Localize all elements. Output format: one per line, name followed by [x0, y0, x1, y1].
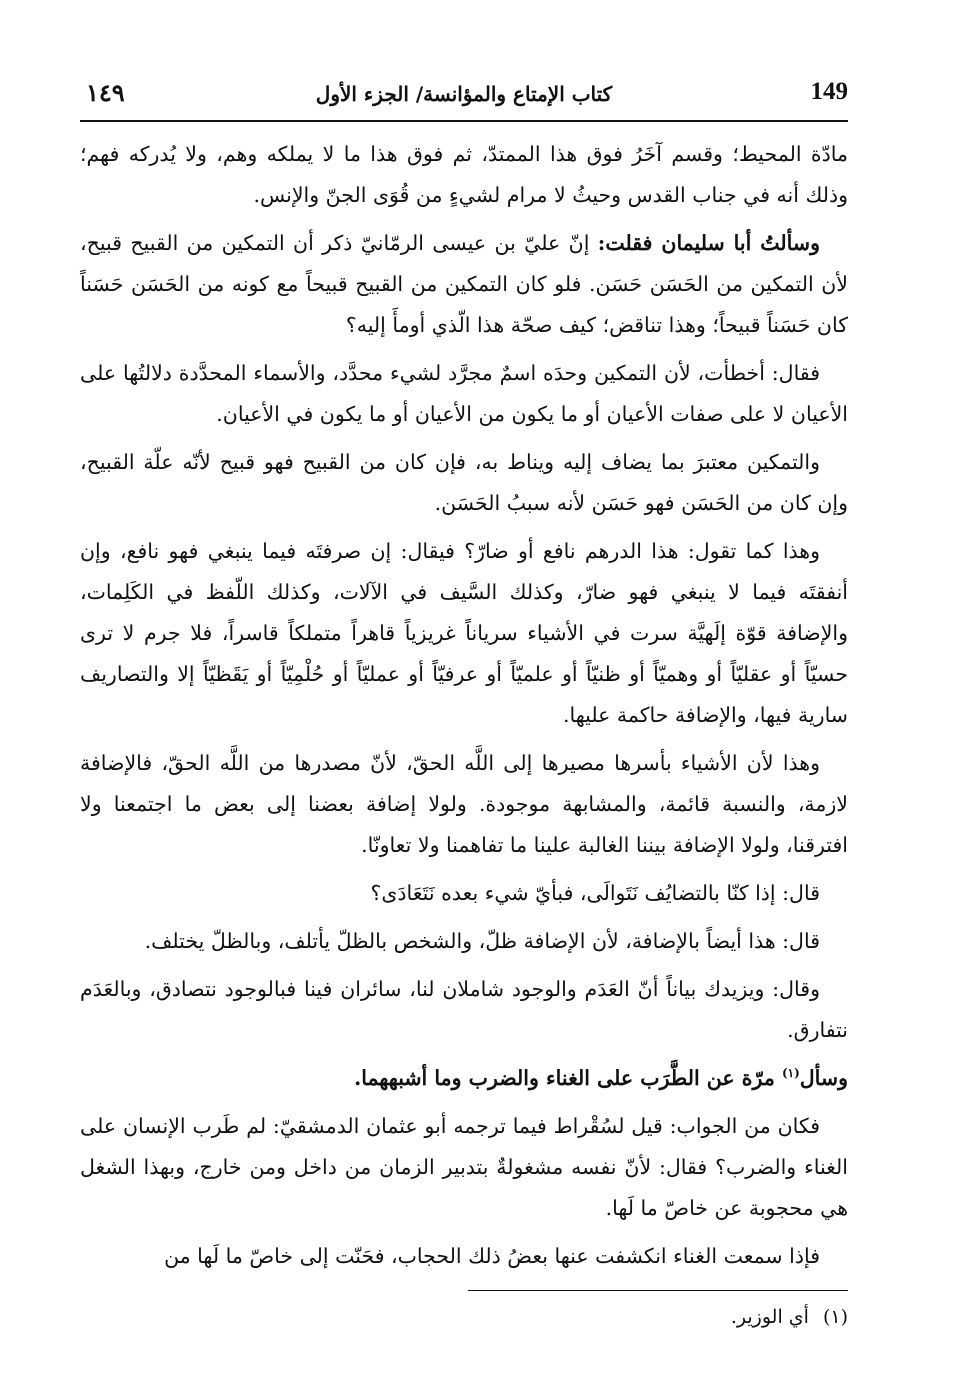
paragraph: [80, 873, 848, 914]
paragraph: [80, 442, 848, 524]
paragraph-text: فكان من الجواب: قيل لسُقْراط فيما ترجمه أبو عثمان الدمشقيّ: لم طَرب الإنسان على الغناء والضرب؟ فقال: لأنّ نفسه مشغولةٌ بتدبير الزمان من داخل ومن خارج، وبهذا الشغل هي محجوبة عن خاصّ ما لَها.: [80, 1114, 848, 1220]
body-text: [80, 134, 848, 1284]
paragraph-text: وهذا كما تقول: هذا الدرهم نافع أو ضارّ؟ فيقال: إن صرفتَه فيما ينبغي فهو نافع، وإن أنفقتَه فيما لا ينبغي فهو ضارّ، وكذلك السَّيف في الآلات، وكذلك اللّفظ في الكَلِمات، والإضافة قوّة إلَهيَّة سرت في الأشياء سرياناً غريزياً قاهراً متملكاً قاسراً، فلا جرم لا ترى حسيّاً أو عقليّاً أو وهميّاً أو ظنيّاً أو علميّاً أو عرفيّاً أو عمليّاً أو حُلْمِيّاً أو يَقَظيّاً إلا والتصاريف سارية فيها، والإضافة حاكمة عليها.: [80, 539, 848, 727]
paragraph: [80, 969, 848, 1051]
paragraph: [80, 134, 848, 216]
paragraph-text: وهذا لأن الأشياء بأسرها مصيرها إلى اللَّه الحقّ، لأنّ مصدرها من اللَّه الحقّ، فالإضافة لازمة، والنسبة قائمة، والمشابهة موجودة. ولولا إضافة بعضنا إلى بعض ما اجتمعنا ولا افترقنا، ولولا الإضافة بيننا الغالبة علينا ما تفاهمنا ولا تعاونّا.: [80, 751, 848, 857]
paragraph-text: وقال: ويزيدك بياناً أنّ العَدَم والوجود شاملان لنا، سائران فينا فبالوجود نتصادق، وبالعَدَم نتفارق.: [80, 977, 848, 1042]
footnote-text: أي الوزير.: [730, 1306, 809, 1328]
paragraph: [80, 1106, 848, 1229]
footnote-rule: [468, 1290, 848, 1291]
paragraph-text: قال: هذا أيضاً بالإضافة، لأن الإضافة ظلّ، والشخص بالظلّ يأتلف، وبالظلّ يختلف.: [144, 929, 820, 953]
page-number-latin: 149: [810, 78, 848, 105]
paragraph-lead: وسألتُ أبا سليمان فقلت:: [597, 231, 820, 255]
paragraph: [80, 1236, 848, 1277]
footnote: [731, 1306, 848, 1328]
header-rule: [80, 120, 848, 122]
section-heading: [80, 1058, 848, 1099]
paragraph: [80, 223, 848, 346]
heading-lead: وسأل: [799, 1066, 848, 1090]
paragraph-text: مادّة المحيط؛ وقسم آخَرُ فوق هذا الممتدّ، ثم فوق هذا ما لا يملكه وهم، ولا يُدركه فهم؛ وذلك أنه في جناب القدس وحيثُ لا مرام لشيءٍ من قُوَى الجنّ والإنس.: [80, 142, 848, 207]
footnote-reference[interactable]: (١): [781, 1066, 800, 1081]
paragraph-text: إنّ عليّ بن عيسى الرمّانيّ ذكر أن التمكين من القبيح قبيح، لأن التمكين من الحَسَن حَسَن. فلو كان التمكين من القبيح قبيحاً مع كونه من الحَسَن حَسَناً كان حَسَناً قبيحاً؛ وهذا تناقض؛ كيف صحّة هذا الّذي أومأَ إليه؟: [80, 231, 848, 337]
paragraph: [80, 921, 848, 962]
paragraph: [80, 531, 848, 736]
paragraph-text: قال: إذا كنّا بالتضايُف نَتَوالَى، فبأيّ شيء بعده نَتَعَادَى؟: [370, 881, 820, 905]
paragraph-text: والتمكين معتبرَ بما يضاف إليه ويناط به، فإن كان من القبيح فهو قبيح لأنّه علّة القبيح، وإن كان من الحَسَن فهو حَسَن لأنه سببُ الحَسَن.: [80, 450, 848, 515]
running-header: [80, 70, 848, 114]
paragraph: [80, 353, 848, 435]
paragraph-text: فقال: أخطأت، لأن التمكين وحدَه اسمٌ مجرَّد لشيء محدَّد، والأسماء المحدَّدة دلالتُها على الأعيان لا على صفات الأعيان أو ما يكون من الأعيان أو ما يكون في الأعيان.: [80, 361, 848, 426]
running-title: كتاب الإمتاع والمؤانسة/ الجزء الأول: [315, 82, 613, 106]
page: [80, 70, 848, 1268]
paragraph-text: فإذا سمعت الغناء انكشفت عنها بعضُ ذلك الحجاب، فحَنّت إلى خاصّ ما لَها من: [164, 1244, 820, 1268]
heading-text: مرّة عن الطَّرَب على الغناء والضرب وما أشبههما.: [354, 1066, 782, 1090]
footnote-marker: (١): [822, 1306, 848, 1328]
page-number-arabic: ١٤٩: [86, 78, 125, 107]
paragraph: [80, 743, 848, 866]
